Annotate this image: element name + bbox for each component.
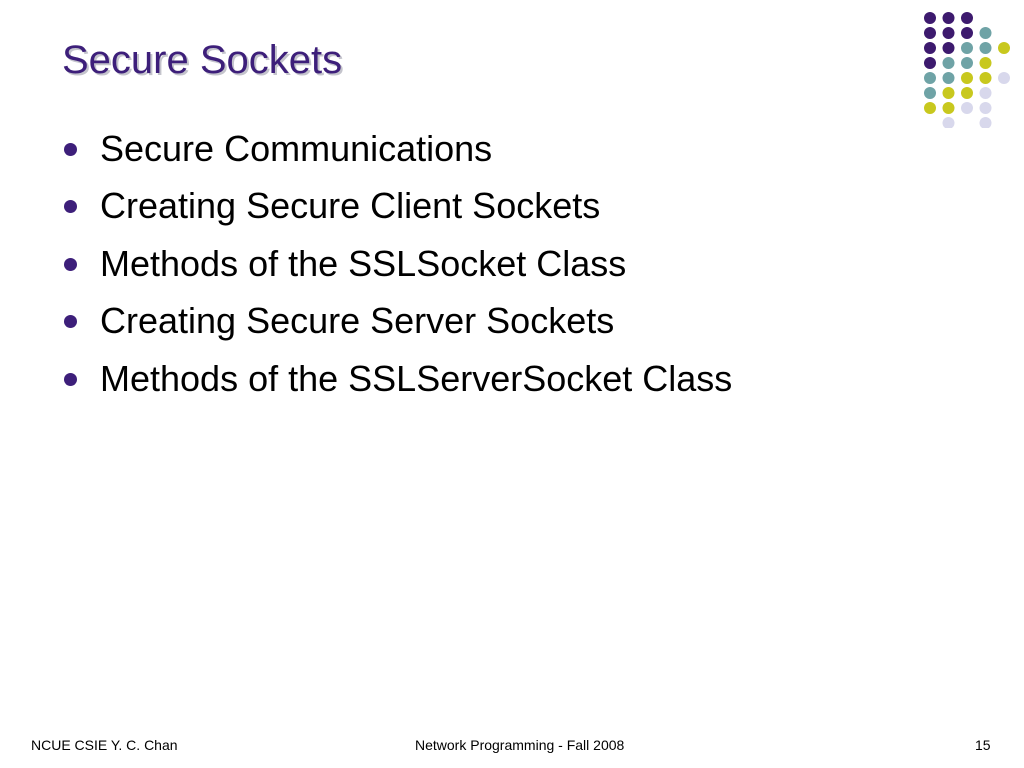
decor-dot (961, 87, 973, 99)
bullet-dot-icon (64, 143, 77, 156)
decor-dot (924, 27, 936, 39)
decor-dot (998, 72, 1010, 84)
decor-dot (943, 27, 955, 39)
decor-dot (980, 27, 992, 39)
footer-author: NCUE CSIE Y. C. Chan (31, 737, 178, 753)
dot-grid-decoration (918, 10, 1018, 128)
decor-dot (961, 42, 973, 54)
decor-dot (924, 102, 936, 114)
decor-dot (961, 27, 973, 39)
bullet-dot-icon (64, 315, 77, 328)
decor-dot (943, 102, 955, 114)
decor-dot (943, 117, 955, 128)
bullet-text: Methods of the SSLServerSocket Class (100, 357, 733, 399)
decor-dot (980, 42, 992, 54)
bullet-dot-icon (64, 200, 77, 213)
bullet-text: Creating Secure Client Sockets (100, 185, 601, 227)
decor-dot (924, 57, 936, 69)
footer-page-number: 15 (975, 737, 991, 753)
footer-course: Network Programming - Fall 2008 (415, 737, 625, 753)
decor-dot (961, 72, 973, 84)
decor-dot (980, 117, 992, 128)
slide-title: Secure Sockets (62, 38, 343, 82)
bullet-dot-icon (64, 373, 77, 386)
decor-dot (924, 72, 936, 84)
decor-dot (980, 102, 992, 114)
decor-dot (943, 42, 955, 54)
decor-dot (943, 72, 955, 84)
decor-dot (980, 72, 992, 84)
decor-dot (998, 42, 1010, 54)
bullet-text: Methods of the SSLSocket Class (100, 242, 627, 284)
decor-dot (943, 87, 955, 99)
decor-dot (961, 102, 973, 114)
decor-dot (980, 57, 992, 69)
bullet-text: Creating Secure Server Sockets (100, 300, 615, 342)
decor-dot (943, 57, 955, 69)
decor-dot (924, 12, 936, 24)
decor-dot (980, 87, 992, 99)
decor-dot (961, 12, 973, 24)
decor-dot (943, 12, 955, 24)
decor-dot (924, 87, 936, 99)
bullet-dot-icon (64, 258, 77, 271)
decor-dot (961, 57, 973, 69)
decor-dot (924, 42, 936, 54)
bullet-text: Secure Communications (100, 127, 493, 169)
